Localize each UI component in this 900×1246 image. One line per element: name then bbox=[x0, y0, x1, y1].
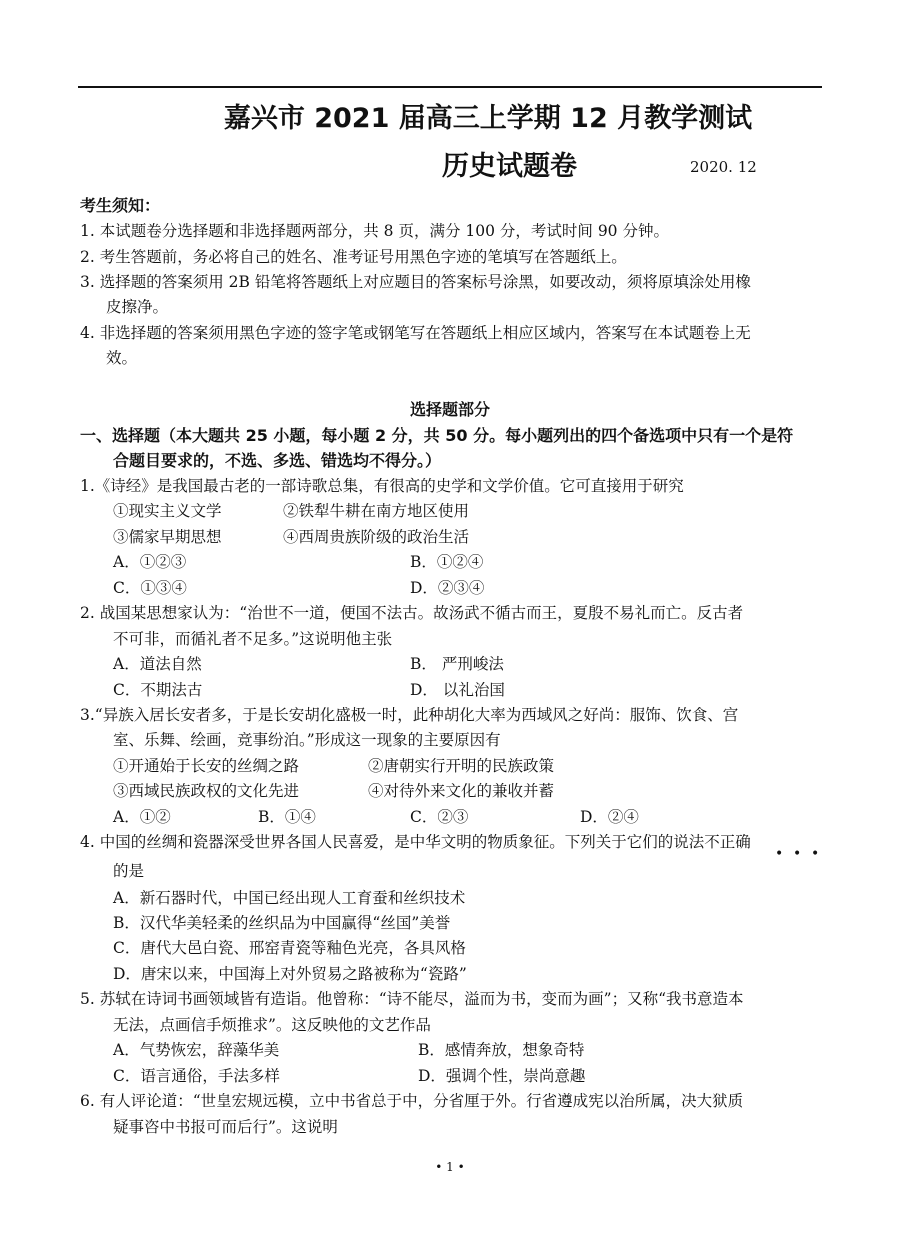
q1-statement-4: ④西周贵族阶级的政治生活 bbox=[283, 528, 470, 546]
q4-option-d: D．唐宋以来，中国海上对外贸易之路被称为“瓷路” bbox=[113, 965, 467, 983]
notice-item bbox=[80, 219, 669, 241]
notice-text-cont: 皮擦净。 bbox=[106, 298, 169, 316]
notice-item bbox=[80, 245, 627, 267]
q3-statement-1: ①开通始于长安的丝绸之路 bbox=[113, 757, 300, 775]
notice-text: 本试题卷分选择题和非选择题两部分，共 8 页，满分 100 分，考试时间 90 分钟。 bbox=[99, 222, 669, 240]
emphasis-dot: • bbox=[793, 846, 802, 862]
question-2-stem-cont: 不可非，而循礼者不足多。”这说明他主张 bbox=[113, 630, 393, 648]
q5-option-a: A．气势恢宏，辞藻华美 bbox=[113, 1041, 280, 1059]
section-instruction-cont: 合题目要求的，不选、多选、错选均不得分。） bbox=[113, 451, 442, 470]
exam-subtitle: 历史试题卷 bbox=[442, 151, 577, 182]
q5-option-d: D．强调个性，崇尚意趣 bbox=[418, 1067, 586, 1085]
q3-statement-3: ③西域民族政权的文化先进 bbox=[113, 782, 300, 800]
notice-item bbox=[80, 270, 751, 292]
notice-num: 2. bbox=[80, 248, 95, 266]
q1-statement-2: ②铁犁牛耕在南方地区使用 bbox=[283, 502, 470, 520]
question-2-stem: 2. 战国某思想家认为：“治世不一道，便国不法古。故汤武不循古而王，夏殷不易礼而亡。反古者 bbox=[80, 604, 744, 622]
q1-statement-3: ③儒家早期思想 bbox=[113, 528, 222, 546]
emphasis-dot: • bbox=[811, 846, 820, 862]
notice-text: 选择题的答案须用 2B 铅笔将答题纸上对应题目的答案标号涂黑，如要改动，须将原填涂处用橡 bbox=[99, 273, 751, 291]
question-1-stem: 1.《诗经》是我国最古老的一部诗歌总集，有很高的史学和文学价值。它可直接用于研究 bbox=[80, 477, 684, 495]
top-rule bbox=[78, 86, 822, 88]
question-5-stem: 5. 苏轼在诗词书画领域皆有造诣。他曾称：“诗不能尽，溢而为书，变而为画”；又称“我书意造本 bbox=[80, 990, 744, 1008]
q3-option-a: A．①② bbox=[113, 808, 171, 826]
question-4-stem: 4. 中国的丝绸和瓷器深受世界各国人民喜爱，是中华文明的物质象征。下列关于它们的说法不正确 bbox=[80, 833, 751, 851]
q2-option-d: D． 以礼治国 bbox=[410, 681, 505, 699]
q5-option-b: B．感情奔放，想象奇特 bbox=[418, 1041, 585, 1059]
exam-date: 2020. 12 bbox=[690, 158, 757, 176]
question-3-stem-cont: 室、乐舞、绘画，竞事纷泊。”形成这一现象的主要原因有 bbox=[113, 731, 501, 749]
q1-statement-1: ①现实主义文学 bbox=[113, 502, 222, 520]
q4-option-b: B．汉代华美轻柔的丝织品为中国赢得“丝国”美誉 bbox=[113, 914, 451, 932]
q2-option-b: B． 严刑峻法 bbox=[410, 655, 504, 673]
q1-option-a: A．①②③ bbox=[113, 553, 187, 571]
q3-option-d: D．②④ bbox=[580, 808, 639, 826]
q1-option-d: D．②③④ bbox=[410, 579, 485, 597]
exam-title: 嘉兴市 2021 届高三上学期 12 月教学测试 bbox=[223, 103, 753, 134]
q4-option-a: A．新石器时代，中国已经出现人工育蚕和丝织技术 bbox=[113, 889, 466, 907]
notice-num: 4. bbox=[80, 324, 95, 342]
notice-num: 3. bbox=[80, 273, 95, 291]
q2-option-c: C．不期法古 bbox=[113, 681, 203, 699]
notice-heading: 考生须知： bbox=[80, 196, 161, 215]
q5-option-c: C．语言通俗，手法多样 bbox=[113, 1067, 280, 1085]
notice-item bbox=[80, 321, 751, 343]
question-4-stem-cont: 的是 bbox=[113, 862, 145, 880]
q3-option-b: B．①④ bbox=[258, 808, 316, 826]
question-6-stem: 6. 有人评论道：“世皇宏规远模，立中书省总于中，分省厘于外。行省遵成宪以治所属，决大狱质 bbox=[80, 1092, 744, 1110]
q4-option-c: C．唐代大邑白瓷、邢窑青瓷等釉色光亮，各具风格 bbox=[113, 939, 466, 957]
q1-option-b: B．①②④ bbox=[410, 553, 484, 571]
question-3-stem: 3.“异族入居长安者多，于是长安胡化盛极一时，此种胡化大率为西域风之好尚：服饰、饮食、宫 bbox=[80, 706, 739, 724]
question-6-stem-cont: 疑事咨中书报可而后行”。这说明 bbox=[113, 1118, 338, 1136]
q1-option-c: C．①③④ bbox=[113, 579, 187, 597]
question-5-stem-cont: 无法，点画信手烦推求”。这反映他的文艺作品 bbox=[113, 1016, 431, 1034]
q3-statement-4: ④对待外来文化的兼收并蓄 bbox=[368, 782, 555, 800]
page-number: • 1 • bbox=[435, 1160, 465, 1174]
emphasis-dot: • bbox=[775, 846, 784, 862]
notice-text: 考生答题前，务必将自己的姓名、准考证号用黑色字迹的笔填写在答题纸上。 bbox=[99, 248, 627, 266]
notice-text-cont: 效。 bbox=[106, 349, 138, 367]
notice-num: 1. bbox=[80, 222, 95, 240]
section-title: 选择题部分 bbox=[409, 400, 490, 419]
q2-option-a: A．道法自然 bbox=[113, 655, 202, 673]
q3-option-c: C．②③ bbox=[410, 808, 469, 826]
notice-text: 非选择题的答案须用黑色字迹的签字笔或钢笔写在答题纸上相应区域内，答案写在本试题卷上无 bbox=[99, 324, 751, 342]
q3-statement-2: ②唐朝实行开明的民族政策 bbox=[368, 757, 555, 775]
section-instruction: 一、选择题（本大题共 25 小题，每小题 2 分，共 50 分。每小题列出的四个备选项中只有一个是符 bbox=[80, 426, 794, 445]
